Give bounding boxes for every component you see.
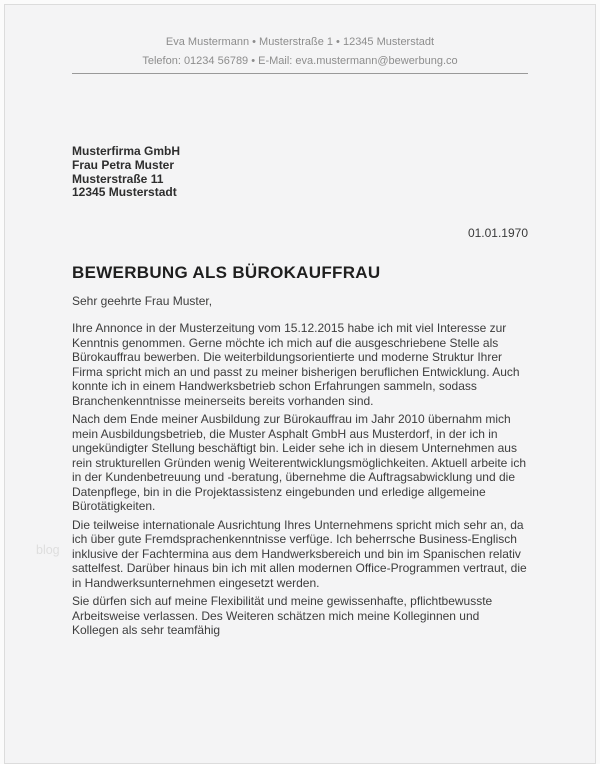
recipient-company: Musterfirma GmbH xyxy=(72,144,181,158)
letter-sheet xyxy=(4,4,596,764)
sender-contact-line-1: Eva Mustermann • Musterstraße 1 • 12345 Musterstadt xyxy=(165,36,435,48)
letter-date: 01.01.1970 xyxy=(467,226,528,241)
salutation: Sehr geehrte Frau Muster, xyxy=(72,293,213,308)
subject-heading: BEWERBUNG ALS BÜROKAUFFRAU xyxy=(72,262,381,282)
paragraph-introduction: Ihre Annonce in der Musterzeitung vom 15.12.2015 habe ich mit viel Interesse zur Kenntnis genommen. Gerne möchte ich mich auf die ausgeschriebene Stelle als Bürokauffrau bewerben. Die weiterbildungsorientierte und moderne Struktur Ihrer Firma spricht mich an und passt zu meiner bisherigen beruflichen Entwicklung. Auch konnte ich in einem Handwerksbetrieb schon Erfahrungen sammeln, sodass Branchenkenntnisse meinerseits bereits vorhanden sind. xyxy=(72,321,520,408)
recipient-city: 12345 Musterstadt xyxy=(72,185,177,200)
paragraph-experience: Nach dem Ende meiner Ausbildung zur Bürokauffrau im Jahr 2010 übernahm mich mein Ausbildungsbetrieb, die Muster Asphalt GmbH aus Musterdorf, in der ich in ungekündigter Stellung beschäftigt bin. Leider sehe ich in diesem Unternehmen aus rein strukturellen Gründen wenig Weiterentwicklungsmöglichkeiten. Aktuell arbeite ich in der Kundenbetreuung und -beratung, übernehme die Auftragsabwicklung und die Datenpflege, bin in die Projektassistenz eingebunden und erledige allgemeine Bürotätigkeiten. xyxy=(72,412,527,514)
letter-content xyxy=(72,5,528,638)
recipient-contact-person: Frau Petra Muster xyxy=(72,157,175,172)
paragraph-soft-skills: Sie dürfen sich auf meine Flexibilität und meine gewissenhafte, pflichtbewusste Arbeitsweise verlassen. Des Weiteren schätzen mich meine Kolleginnen und Kollegen als sehr teamfähig xyxy=(72,594,493,638)
paragraph-skills: Die teilweise internationale Ausrichtung Ihres Unternehmens spricht mich sehr an, da ich über gute Fremdsprachenkenntnisse verfüge. Ich beherrsche Business-Englisch inklusive der Fachtermina aus dem Handwerksbereich und bin im Spanischen relativ sattelfest. Darüber hinaus bin ich mit allen modernen Office-Programmen vertraut, die in Handwerksunternehmen eingesetzt werden. xyxy=(72,517,527,590)
recipient-address-block xyxy=(72,145,528,200)
letter-header xyxy=(72,5,528,74)
recipient-street: Musterstraße 11 xyxy=(72,171,164,186)
sender-contact-line-2: Telefon: 01234 56789 • E-Mail: eva.mustermann@bewerbung.co xyxy=(142,55,458,67)
blog-watermark: blog xyxy=(36,543,60,557)
